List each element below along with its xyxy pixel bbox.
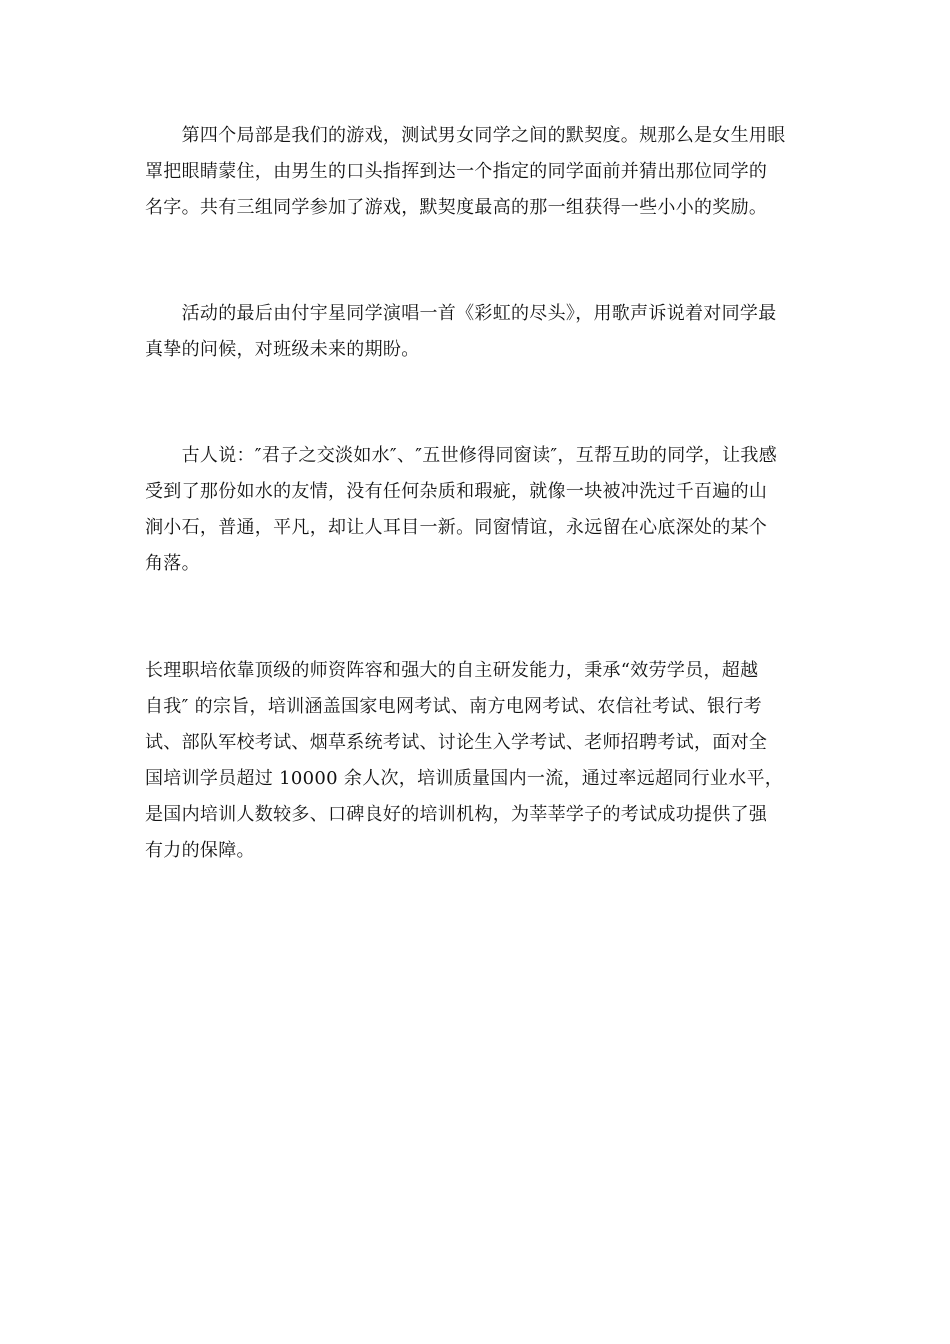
paragraph-training-ad (145, 653, 810, 869)
paragraph-line: 有力的保障。 (145, 840, 255, 861)
paragraph-line: 长理职培依靠顶级的师资阵容和强大的自主研发能力，秉承“效劳学员，超越 (145, 660, 759, 681)
paragraph-friendship (145, 438, 810, 582)
paragraph-line: 活动的最后由付宇星同学演唱一首《彩虹的尽头》，用歌声诉说着对同学最 (145, 303, 777, 324)
paragraph-song (145, 296, 810, 368)
paragraph-line: 第四个局部是我们的游戏，测试男女同学之间的默契度。规那么是女生用眼 (145, 125, 786, 146)
paragraph-line: 真挚的问候，对班级未来的期盼。 (145, 339, 420, 360)
paragraph-line: 是国内培训人数较多、口碑良好的培训机构，为莘莘学子的考试成功提供了强 (145, 804, 768, 825)
paragraph-line: 受到了那份如水的友情，没有任何杂质和瑕疵，就像一块被冲洗过千百遍的山 (145, 481, 768, 502)
paragraph-line: 名字。共有三组同学参加了游戏，默契度最高的那一组获得一些小小的奖励。 (145, 197, 768, 218)
paragraph-line: 试、部队军校考试、烟草系统考试、讨论生入学考试、老师招聘考试，面对全 (145, 732, 768, 753)
paragraph-line: 角落。 (145, 553, 200, 574)
paragraph-line: 自我″ 的宗旨，培训涵盖国家电网考试、南方电网考试、农信社考试、银行考 (145, 696, 762, 717)
paragraph-line: 古人说：″君子之交淡如水″、″五世修得同窗读″，互帮互助的同学，让我感 (145, 445, 777, 466)
paragraph-line: 涧小石，普通，平凡，却让人耳目一新。同窗情谊，永远留在心底深处的某个 (145, 517, 768, 538)
paragraph-line: 罩把眼睛蒙住，由男生的口头指挥到达一个指定的同学面前并猜出那位同学的 (145, 161, 768, 182)
paragraph-game (145, 118, 810, 226)
paragraph-line: 国培训学员超过 10000 余人次，培训质量国内一流，通过率远超同行业水平， (145, 768, 784, 789)
